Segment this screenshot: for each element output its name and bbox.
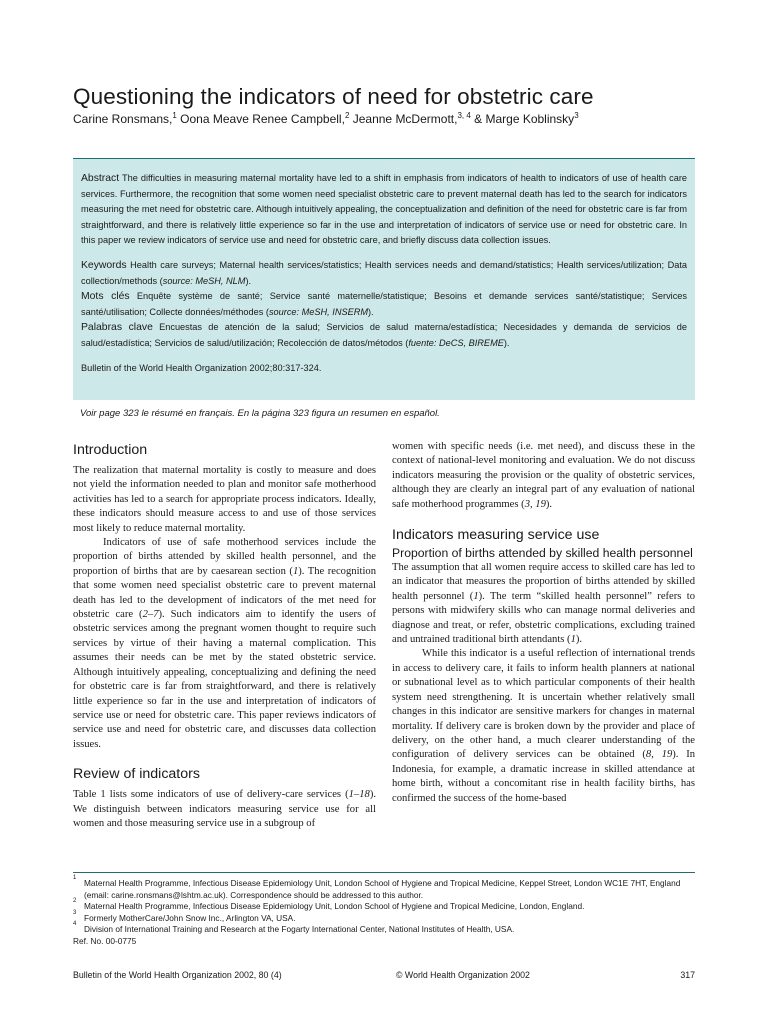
text-run: ,: [651, 749, 662, 761]
footnote-text: Division of International Training and Research at the Fogarty International Center, National Institutes of Health, USA.: [84, 924, 515, 935]
palabras-label: Palabras clave: [81, 322, 153, 334]
footnote-text: Formerly MotherCare/John Snow Inc., Arlington VA, USA.: [84, 912, 296, 923]
body-paragraph: The realization that maternal mortality is costly to measure and does not yield the information needed to plan and monitor safe motherhood activities has led to a search for appropriate process indicators. Ideally, these indicators should measure access to and use of those services most likely to reduce maternal mortality.: [73, 465, 376, 534]
reference-link[interactable]: 19: [535, 498, 546, 510]
body-paragraph: [392, 647, 695, 805]
motscles-label: Mots clés: [81, 291, 130, 303]
footnote-divider: [73, 872, 695, 873]
palabras-text: Encuestas de atención de la salud; Servicios de salud materna/estadística; Necesidades y demanda de servicios de salud/estadística; Servicios de salud/utilización; Recolección de datos/métodos (: [81, 322, 687, 348]
page-footer: [73, 970, 695, 984]
keywords-paragraph: [81, 258, 687, 289]
footnotes: [73, 875, 703, 948]
body-paragraph: [73, 788, 376, 831]
text-run: ). The recognition that some women need specialist obstetric care to prevent maternal death has led to the development of indicators of the met need for obstetric care (: [73, 565, 376, 621]
reference-link[interactable]: 3: [524, 498, 530, 510]
motscles-end: ).: [368, 306, 374, 317]
palabras-paragraph: [81, 320, 687, 351]
text-run: While this indicator is a useful reflection of international trends in access to delivery care, it fails to inform health planners at national or subnational level as to which particular components of their health system need strengthening. It is uncertain whether relatively small changes in this indicator are sensitive markers for changes in maternal mortality. If delivery care is broken down by the provider and place of delivery, on the other hand, a much clearer understanding of the configuration of delivery services can be obtained (: [392, 648, 695, 761]
text-run: ). The term “skilled health personnel” refers to persons with midwifery skills who can manage normal deliveries and diagnose and treat, or refer, obstetric complications, excluding trained and untrained traditional birth attendants (: [392, 590, 695, 646]
keywords-text: Health care surveys; Maternal health services/statistics; Health services needs and demand/statistics; Health services/utilization; Data collection/methods (: [81, 259, 687, 286]
text-run: ). Such indicators aim to identify the users of obstetric services among the pregnant women thought to require such services by virtue of their having a maternal complication. This assumes their needs can be met by the stated obstetric service. Although intuitively appealing, conceptualizing and defining the need for obstetric care is far from straightforward, and there is relatively little experience so far in the use and interpretation of indicators of service use or need for obstetric care. This paper reviews indicators of service use and need for obstetric care, and discusses data collection issues.: [73, 609, 377, 750]
body-paragraph: [392, 561, 695, 647]
footnote-text: Maternal Health Programme, Infectious Disease Epidemiology Unit, London School of Hygiene and Tropical Medicine, Keppel Street, London WC1E 7HT, England (email: carine.ronsmans@lshtm.ac.uk). Correspondence should be addressed to this author.: [84, 878, 681, 900]
reference-link[interactable]: 1: [473, 590, 479, 602]
motscles-paragraph: [81, 289, 687, 320]
text-run: women with specific needs (i.e. met need), and discuss these in the context of national-level monitoring and evaluation. We do not discuss indicators measuring the provision or the quality of obstetric services, although they are clearly an integral part of any evaluation of national safe motherhood programmes (: [392, 441, 695, 510]
abstract-text: The difficulties in measuring maternal mortality have led to a shift in emphasis from indicators of health to indicators of use of health care services. Furthermore, the recognition that some women need specialist obstetric care to prevent maternal death has led to the search for indicators measuring the met need for obstetric care. Although intuitively appealing, the conceptualization and definition of the need for obstetric care is far from straightforward, and there is relatively little experience so far in the use and interpretation of indicators of service use or need for obstetric care. In this paper we review indicators of service use and need for obstetric care, and briefly discuss data collection issues.: [81, 173, 687, 246]
text-run: ).: [545, 498, 553, 510]
keywords-source: source: MeSH, NLM: [162, 275, 246, 286]
text-run: ,: [529, 498, 536, 510]
author-name: Oona Meave Renee Campbell,: [180, 112, 345, 126]
text-run: Table 1 lists some indicators of use of delivery-care services (: [73, 789, 349, 801]
abstract-paragraph: [81, 171, 687, 249]
affiliation-mark: 3: [574, 111, 579, 120]
reference-link[interactable]: 1–18: [348, 789, 370, 801]
footnote: $^1$ Maternal Health Programme, Infectious Disease Epidemiology Unit, London School of Hygiene and Tropical Medicine, Keppel Street, London WC1E 7HT, England (email: carine.ronsmans@lshtm.ac.uk). Correspondence should be addressed to this author.: [73, 875, 681, 900]
palabras-end: ).: [503, 337, 510, 348]
keywords-label: Keywords: [81, 259, 127, 271]
article-title: Questioning the indicators of need for obstetric care: [73, 84, 594, 109]
footnote: $^4$ Division of International Training and Research at the Fogarty International Center, National Institutes of Health, USA.: [73, 921, 515, 935]
section-heading-introduction: Introduction: [73, 442, 148, 458]
text-run: ).: [575, 634, 583, 646]
reference-link[interactable]: 19: [661, 749, 673, 761]
abstract-box: [73, 158, 695, 400]
footnote-text: Maternal Health Programme, Infectious Disease Epidemiology Unit, London School of Hygiene and Tropical Medicine, London, England.: [84, 901, 585, 912]
subsection-heading-skilled-personnel: Proportion of births attended by skilled health personnel: [392, 546, 693, 561]
section-heading-service-use: Indicators measuring service use: [392, 527, 600, 544]
page-number: 317: [680, 970, 695, 980]
palabras-source: fuente: DeCS, BIREME: [408, 337, 504, 348]
text-run: Indicators of use of safe motherhood services include the proportion of births attended by skilled health personnel, and the proportion of births that are by caesarean section (: [73, 537, 376, 577]
footnote: $^3$ Formerly MotherCare/John Snow Inc., Arlington VA, USA.: [73, 909, 296, 923]
body-paragraph: [73, 536, 376, 752]
text-run: The assumption that all women require access to skilled care has led to an indicator that measures the proportion of births attended by skilled health personnel (: [392, 562, 695, 602]
journal-citation: Bulletin of the World Health Organization 2002, 80 (4): [73, 970, 282, 980]
left-column: [73, 440, 376, 831]
reference-link[interactable]: 1: [570, 634, 576, 646]
author-name: Jeanne McDermott,: [352, 112, 458, 126]
abstract-label: Abstract: [81, 173, 120, 184]
affiliation-mark: 3, 4: [457, 111, 471, 120]
author-name: Carine Ronsmans,: [73, 112, 173, 126]
section-heading-review: Review of indicators: [73, 766, 200, 783]
keywords-end: ).: [245, 275, 252, 286]
affiliation-mark: 1: [172, 111, 177, 120]
body-paragraph: [392, 440, 695, 512]
reference-number: Ref. No. 00-0775: [73, 935, 137, 946]
abstract-citation: Bulletin of the World Health Organization 2002;80:317-324.: [81, 362, 322, 373]
reference-link[interactable]: 1: [292, 565, 299, 577]
language-note: Voir page 323 le résumé en français. En la página 323 figura un resumen en español.: [80, 408, 440, 419]
reference-link[interactable]: 8: [645, 749, 652, 761]
text-run: ). In Indonesia, for example, a dramatic increase in skilled attendance at home birth, without a concomitant rise in health facility births, has confirmed the success of the home-based: [392, 749, 696, 804]
reference-link[interactable]: 2–7: [142, 609, 159, 621]
copyright-notice: © World Health Organization 2002: [396, 970, 530, 980]
footnote: $^2$ Maternal Health Programme, Infectious Disease Epidemiology Unit, London School of Hygiene and Tropical Medicine, London, England.: [73, 898, 585, 912]
motscles-text: Enquête système de santé; Service santé maternelle/statistique; Besoins et demande services santé/statistique; Services santé/utilisation; Collecte données/méthodes (: [81, 291, 688, 317]
text-run: ). We distinguish between indicators measuring service use for all women and those measuring service use in a subgroup of: [73, 789, 376, 829]
right-column: [392, 440, 695, 806]
author-list: [73, 112, 713, 126]
author-name: & Marge Koblinsky: [474, 112, 575, 126]
motscles-source: source: MeSH, INSERM: [268, 306, 368, 317]
affiliation-mark: 2: [344, 111, 350, 120]
